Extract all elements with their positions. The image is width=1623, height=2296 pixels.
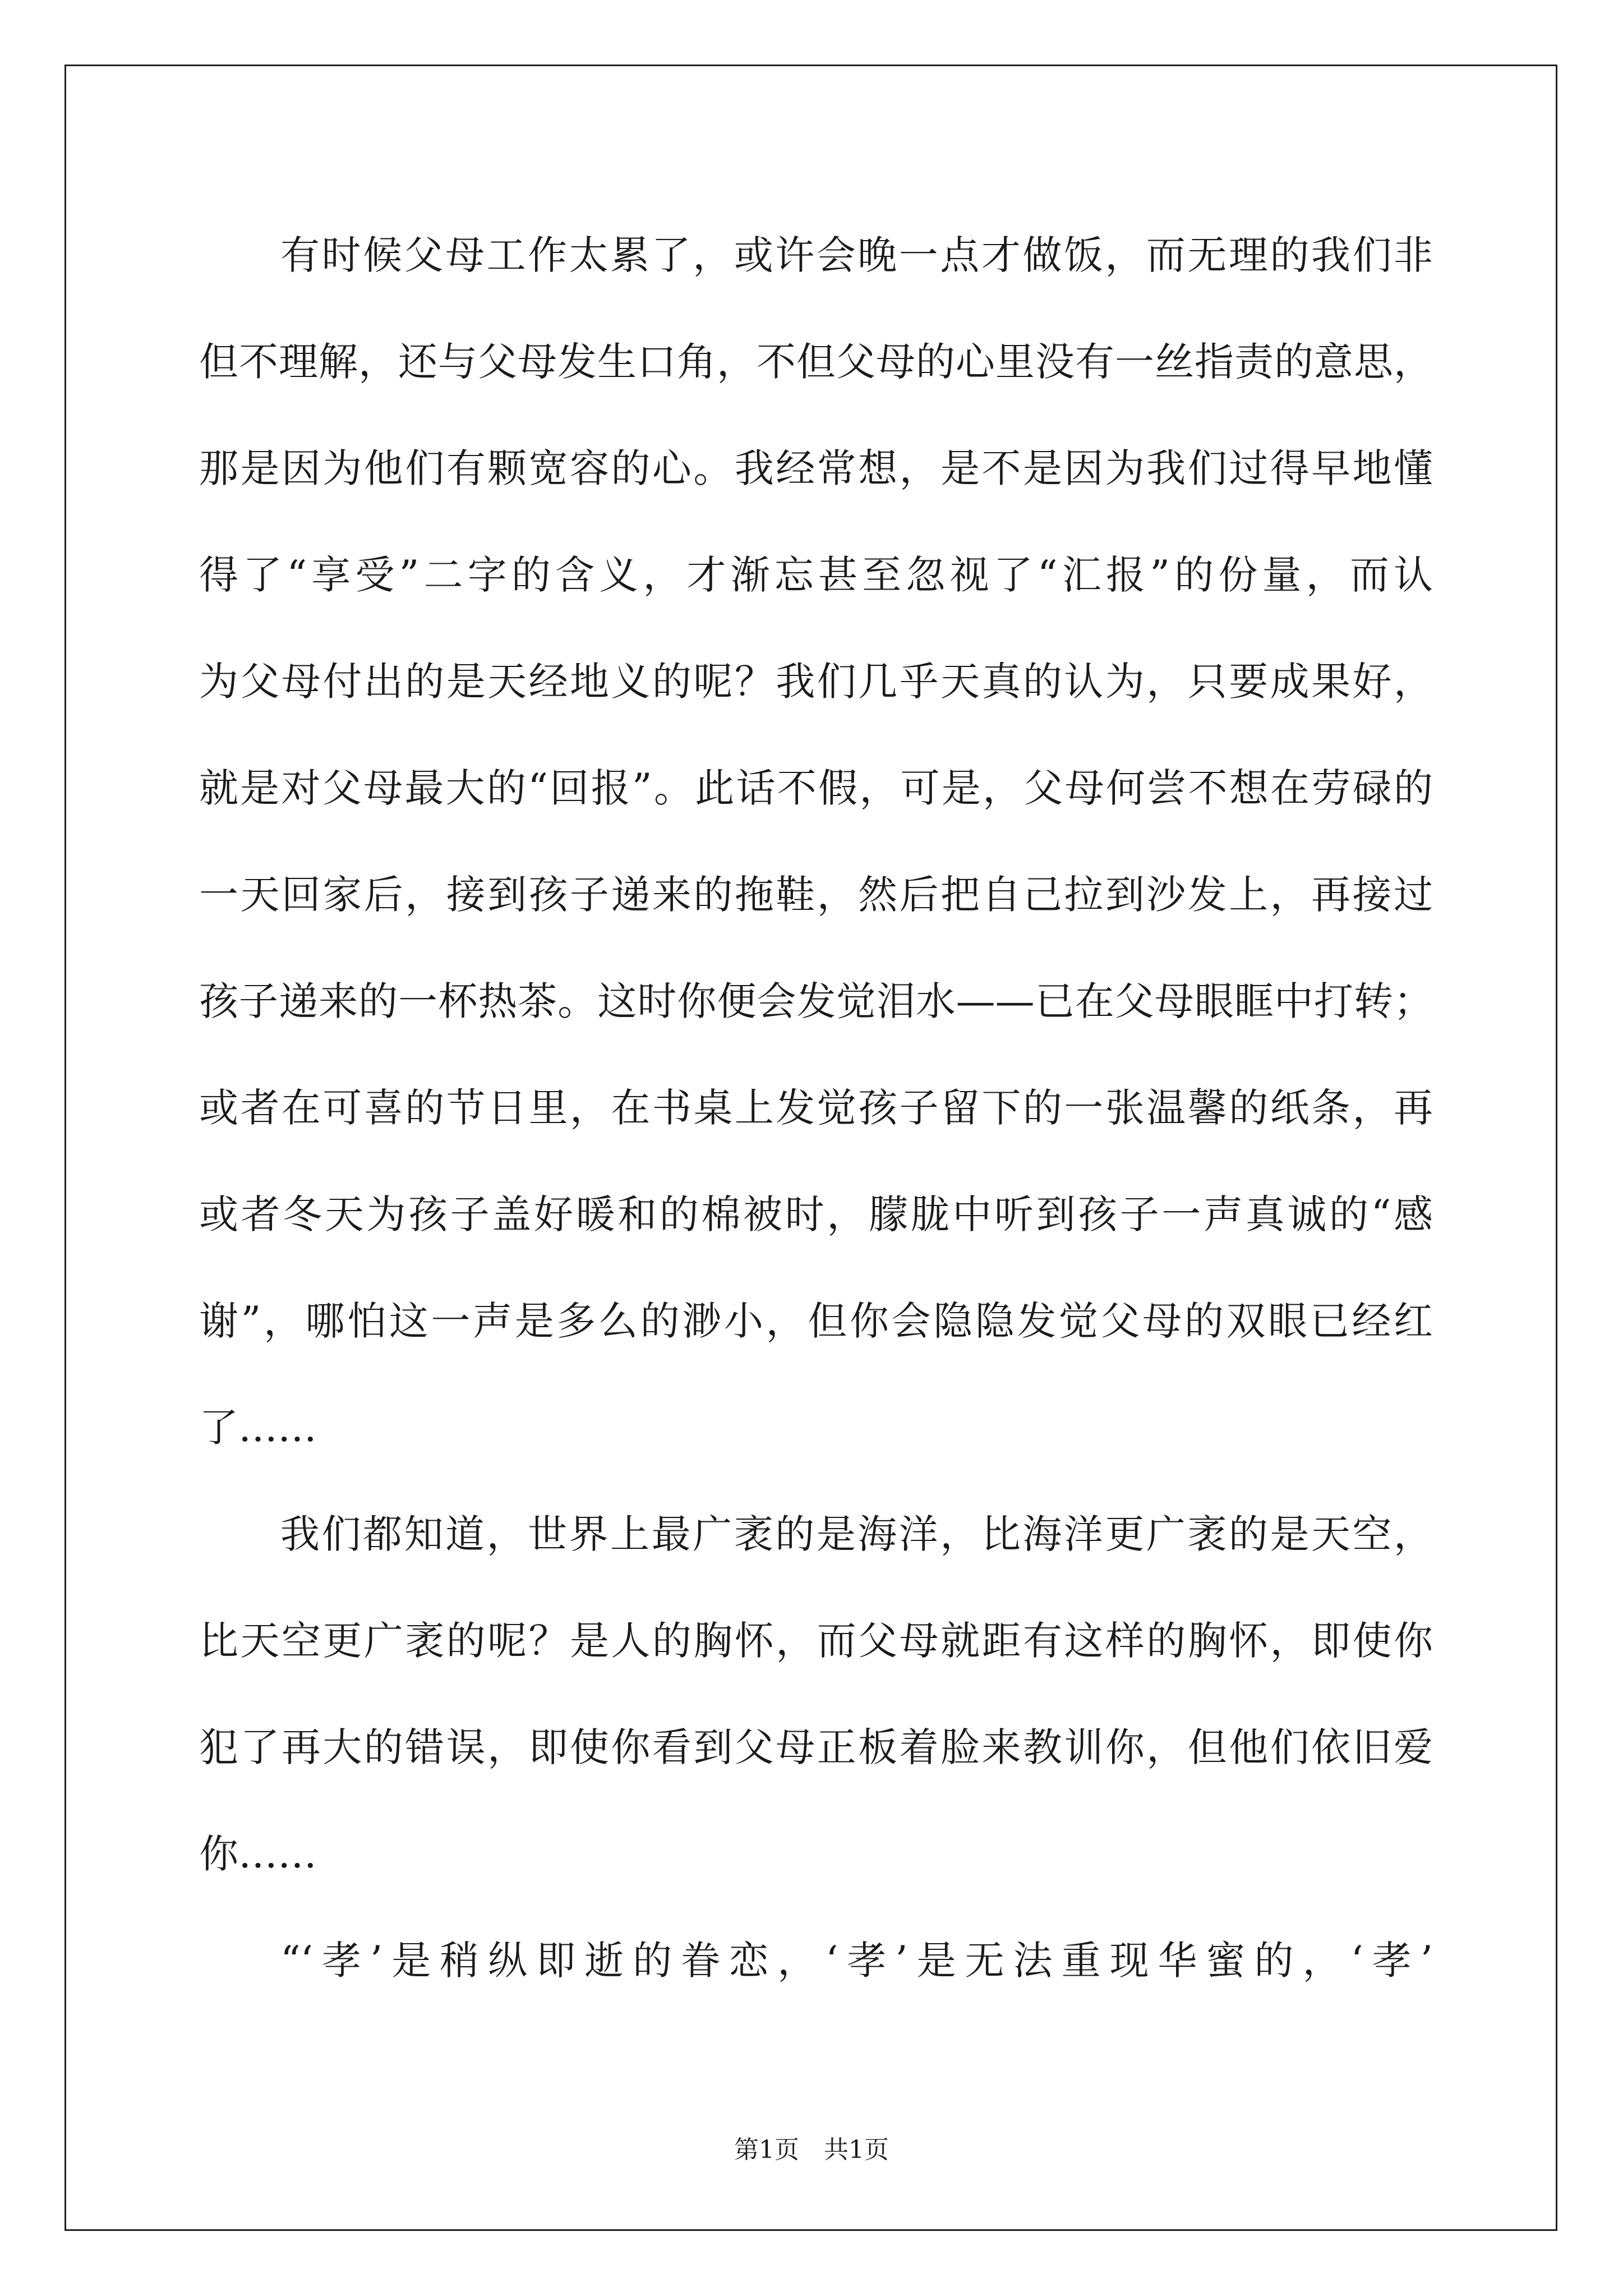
document-body [199,202,1433,2014]
paragraph-2-line-4: 你…… [199,1831,317,1877]
paragraph-1-line-1: 有时候父母工作太累了，或许会晚一点才做饭，而无理的我们非 [280,232,1433,278]
paragraph-1-line-7: 一天回家后，接到孩子递来的拖鞋，然后把自己拉到沙发上，再接过 [199,872,1433,918]
paragraph-2-line-2: 比天空更广袤的呢？是人的胸怀，而父母就距有这样的胸怀，即使你 [199,1618,1433,1664]
paragraph-1-line-12: 了…… [199,1405,317,1451]
paragraph-1-line-9: 或者在可喜的节日里，在书桌上发觉孩子留下的一张温馨的纸条，再 [199,1085,1433,1131]
paragraph-2-line-1: 我们都知道，世界上最广袤的是海洋，比海洋更广袤的是天空， [280,1511,1433,1557]
paragraph-1-line-11: 谢”，哪怕这一声是多么的渺小，但你会隐隐发觉父母的双眼已经红 [199,1298,1433,1344]
paragraph-1-line-8: 孩子递来的一杯热茶。这时你便会发觉泪水——已在父母眼眶中打转； [199,978,1433,1024]
paragraph-2-line-3: 犯了再大的错误，即使你看到父母正板着脸来教训你，但他们依旧爱 [199,1724,1433,1770]
paragraph-1-line-4: 得了“享受”二字的含义，才渐忘甚至忽视了“汇报”的份量，而认 [199,552,1433,598]
paragraph-3-line-1: “‘孝’是稍纵即逝的眷恋，‘孝’是无法重现华蜜的，‘孝’ [280,1938,1433,1984]
paragraph-1-line-3: 那是因为他们有颗宽容的心。我经常想，是不是因为我们过得早地懂 [199,445,1433,491]
paragraph-1-line-6: 就是对父母最大的“回报”。此话不假，可是，父母何尝不想在劳碌的 [199,765,1433,811]
paragraph-1-line-5: 为父母付出的是天经地义的呢？我们几乎天真的认为，只要成果好， [199,659,1433,705]
page-number-footer: 第1页 共1页 [734,2136,889,2164]
paragraph-1-line-2: 但不理解，还与父母发生口角，不但父母的心里没有一丝指责的意思， [199,339,1433,385]
paragraph-1-line-10: 或者冬天为孩子盖好暖和的棉被时，朦胧中听到孩子一声真诚的“感 [199,1191,1433,1237]
